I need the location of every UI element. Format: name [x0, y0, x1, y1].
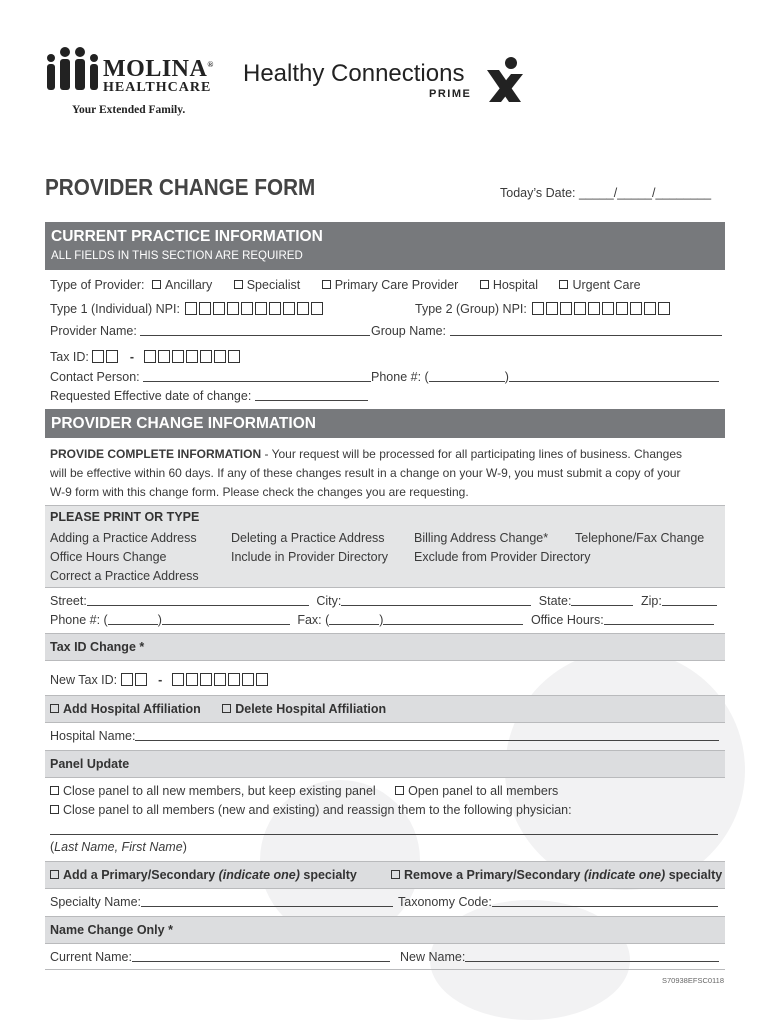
delete-hospital-checkbox[interactable] [222, 704, 231, 713]
section-subtitle: ALL FIELDS IN THIS SECTION ARE REQUIRED [51, 250, 303, 262]
intro-text: W-9 form with this change form. Please check the changes you are requesting. [50, 485, 469, 499]
panel-option-label: Open panel to all members [408, 784, 559, 798]
intro-bold: PROVIDE COMPLETE INFORMATION [50, 447, 262, 461]
npi1-boxes[interactable] [185, 302, 325, 316]
change-option[interactable]: Deleting a Practice Address [231, 531, 385, 545]
physician-name-line[interactable] [50, 834, 718, 835]
provider-name-field[interactable] [140, 324, 370, 336]
zip-label: Zip: [640, 594, 662, 608]
type-label: Primary Care Provider [334, 278, 459, 292]
panel-option-label: Close panel to all members (new and existing) and reassign them to the following physician: [63, 803, 572, 817]
molina-people-icon [45, 46, 101, 94]
panel-option-label: Close panel to all new members, but keep existing panel [63, 784, 376, 798]
print-label: PLEASE PRINT OR TYPE [50, 510, 200, 524]
change-option[interactable]: Adding a Practice Address [50, 531, 197, 545]
name-change-header [45, 916, 725, 944]
specialty-text: specialty [665, 868, 723, 882]
sub-title: Panel Update [50, 757, 130, 771]
city-label: City: [316, 594, 342, 608]
provider-name-label: Provider Name: [50, 324, 137, 338]
specialty-name-label: Specialty Name: [50, 895, 142, 909]
hospital-affiliation-options [50, 702, 386, 716]
phone-field[interactable] [162, 613, 290, 625]
taxonomy-field[interactable] [492, 895, 718, 907]
change-option[interactable]: Office Hours Change [50, 550, 167, 564]
hc-name: Healthy Connections [243, 60, 465, 87]
specialty-text: specialty [299, 868, 357, 882]
tax-id-change-header [45, 633, 725, 661]
sub-title: Name Change Only * [50, 923, 173, 937]
section-title: CURRENT PRACTICE INFORMATION [51, 228, 323, 245]
hc-x-icon [481, 56, 529, 108]
type-label: Hospital [492, 278, 538, 292]
specialty-text: (indicate one) [583, 868, 666, 882]
change-option[interactable]: Exclude from Provider Directory [414, 550, 591, 564]
npi1-row [50, 302, 325, 316]
state-field[interactable] [571, 594, 633, 606]
street-label: Street: [50, 594, 87, 608]
healthy-connections-logo [243, 56, 533, 108]
type-label: Urgent Care [572, 278, 641, 292]
add-hospital-checkbox[interactable] [50, 704, 59, 713]
provider-change-header [45, 409, 725, 438]
phone-field[interactable] [509, 370, 719, 382]
provider-name-row [50, 324, 370, 338]
remove-specialty-checkbox[interactable] [391, 870, 400, 879]
effective-date-row [50, 389, 368, 403]
fax-area-field[interactable] [329, 613, 379, 625]
current-name-label: Current Name: [50, 950, 132, 964]
change-col-1 [50, 529, 199, 586]
change-col-3 [414, 529, 590, 567]
type-label: Specialist [246, 278, 301, 292]
change-col-4 [575, 529, 704, 548]
physician-name-hint [50, 840, 187, 854]
npi2-row [415, 302, 672, 316]
hospital-name-label: Hospital Name: [50, 729, 136, 743]
bottom-rule [45, 969, 725, 970]
change-option[interactable]: Correct a Practice Address [50, 569, 199, 583]
molina-sub: HEALTHCARE [103, 80, 212, 95]
molina-name: MOLINA® [103, 56, 214, 82]
new-tax-dash: - [158, 673, 163, 687]
taxonomy-row [398, 895, 718, 909]
hospital-checkbox[interactable] [480, 280, 489, 289]
phone-fax-row [50, 613, 714, 627]
intro-text: will be effective within 60 days. If any of these changes result in a change on your W-9, you must submit a copy of your [50, 466, 681, 480]
current-name-field[interactable] [132, 950, 390, 962]
type-label: Ancillary [164, 278, 213, 292]
fax-close: ) [379, 613, 384, 627]
current-name-row [50, 950, 390, 964]
panel-row-2 [50, 803, 572, 817]
new-tax-label: New Tax ID: [50, 673, 118, 687]
add-specialty-option [50, 868, 357, 882]
remove-specialty-option [391, 868, 722, 882]
phone-close: ) [504, 370, 509, 384]
tax-id-boxes-a[interactable] [92, 350, 120, 364]
molina-tagline: Your Extended Family. [72, 104, 186, 116]
hours-label: Office Hours: [530, 613, 604, 627]
panel-update-header [45, 750, 725, 778]
new-tax-id-row [50, 673, 270, 687]
current-practice-header [45, 222, 725, 270]
change-option[interactable]: Include in Provider Directory [231, 550, 389, 564]
panel-close-all-checkbox[interactable] [50, 805, 59, 814]
new-tax-boxes-b[interactable] [172, 673, 270, 687]
form-code: S70938EFSC0118 [662, 976, 724, 985]
phone-label: Phone #: ( [50, 613, 108, 627]
intro-text: - Your request will be processed for all participating lines of business. Changes [261, 447, 683, 461]
effective-label: Requested Effective date of change: [50, 389, 252, 403]
phone-label: Phone #: ( [371, 370, 429, 384]
hospital-affiliation-header [45, 695, 725, 723]
taxonomy-label: Taxonomy Code: [398, 895, 492, 909]
tax-id-row [50, 350, 242, 364]
street-row [50, 594, 717, 608]
new-name-label: New Name: [400, 950, 466, 964]
panel-close-keep-checkbox[interactable] [50, 786, 59, 795]
change-option[interactable]: Billing Address Change* [414, 531, 549, 545]
change-option[interactable]: Telephone/Fax Change [575, 531, 705, 545]
phone-area-field[interactable] [108, 613, 158, 625]
provider-type-label: Type of Provider: [50, 278, 145, 292]
new-name-row [400, 950, 719, 964]
provider-type-row [50, 278, 641, 292]
paren: ( [50, 840, 55, 854]
contact-row [50, 370, 371, 384]
molina-logo [45, 44, 215, 119]
section-title: PROVIDER CHANGE INFORMATION [51, 415, 316, 432]
specialty-text: Remove a Primary/Secondary [404, 868, 584, 882]
fax-field[interactable] [383, 613, 523, 625]
group-name-label: Group Name: [371, 324, 447, 338]
new-name-field[interactable] [465, 950, 719, 962]
new-tax-boxes-a[interactable] [121, 673, 149, 687]
add-specialty-checkbox[interactable] [50, 870, 59, 879]
urgent-care-checkbox[interactable] [559, 280, 568, 289]
change-intro [50, 445, 682, 502]
hospital-name-row [50, 729, 719, 743]
todays-date-field[interactable]: Today’s Date: _____/_____/________ [500, 186, 712, 200]
contact-field[interactable] [143, 370, 371, 382]
phone-area-field[interactable] [429, 370, 505, 382]
phone-row [371, 370, 719, 384]
tax-id-dash: - [129, 350, 135, 364]
ancillary-checkbox[interactable] [152, 280, 161, 289]
hc-sub: PRIME [429, 88, 472, 100]
street-field[interactable] [87, 594, 309, 606]
npi2-label: Type 2 (Group) NPI: [415, 302, 527, 316]
specialty-header [45, 861, 725, 889]
change-col-2 [231, 529, 388, 567]
fax-label: Fax: ( [297, 613, 330, 627]
specialty-name-row [50, 895, 393, 909]
delete-hospital-label: Delete Hospital Affiliation [235, 702, 387, 716]
group-name-field[interactable] [450, 324, 722, 336]
hours-field[interactable] [604, 613, 714, 625]
specialty-name-field[interactable] [141, 895, 393, 907]
add-hospital-label: Add Hospital Affiliation [63, 702, 201, 716]
city-field[interactable] [341, 594, 531, 606]
tax-id-boxes-b[interactable] [144, 350, 242, 364]
panel-row-1 [50, 784, 558, 798]
pcp-checkbox[interactable] [322, 280, 331, 289]
npi1-label: Type 1 (Individual) NPI: [50, 302, 180, 316]
effective-date-field[interactable] [255, 389, 368, 401]
hospital-name-field[interactable] [135, 729, 719, 741]
phone-close: ) [157, 613, 162, 627]
paren: ) [182, 840, 187, 854]
tax-id-label: Tax ID: [50, 350, 89, 364]
state-label: State: [538, 594, 572, 608]
specialty-text: Add a Primary/Secondary [63, 868, 219, 882]
specialty-text: (indicate one) [218, 868, 300, 882]
page-title: PROVIDER CHANGE FORM [45, 174, 316, 200]
contact-label: Contact Person: [50, 370, 140, 384]
physician-hint-text: Last Name, First Name [54, 840, 183, 854]
zip-field[interactable] [662, 594, 717, 606]
npi2-boxes[interactable] [532, 302, 672, 316]
group-name-row [371, 324, 722, 338]
sub-title: Tax ID Change * [50, 640, 145, 654]
specialist-checkbox[interactable] [234, 280, 243, 289]
panel-open-checkbox[interactable] [395, 786, 404, 795]
